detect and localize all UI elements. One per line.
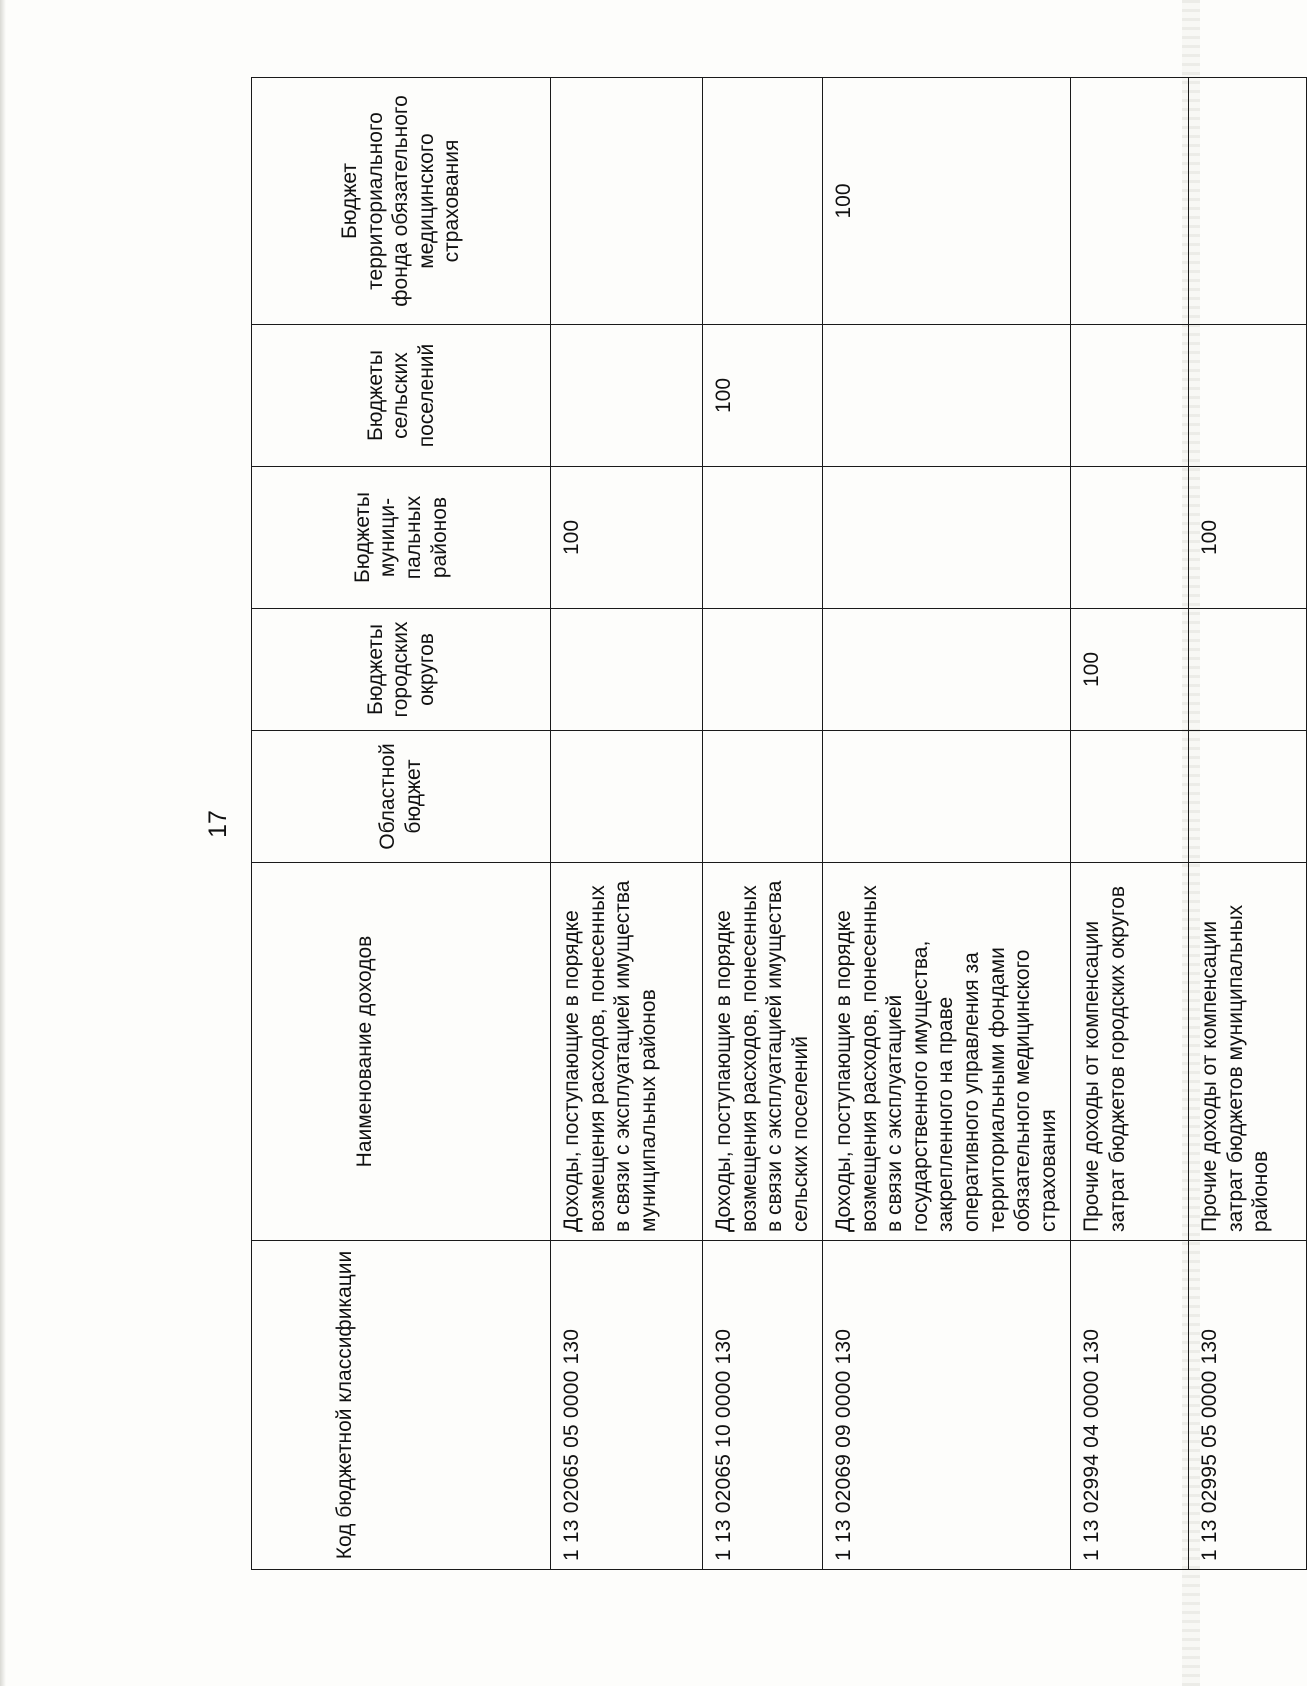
cell-code: 1 13 02995 05 0000 130 — [1189, 1241, 1307, 1570]
table-row — [1189, 78, 1307, 1570]
header-name: Наименование доходов — [252, 863, 551, 1241]
table-header-row — [252, 78, 551, 1570]
table-row — [823, 78, 1071, 1570]
cell-city-districts — [703, 609, 823, 731]
table-row — [703, 78, 823, 1570]
header-medical-insurance-fund: Бюджет территориального фонда обязательного медицинского страхования — [252, 78, 551, 325]
cell-city-districts — [823, 609, 1071, 731]
cell-medical-insurance — [551, 78, 703, 325]
cell-medical-insurance — [1189, 78, 1307, 325]
cell-name: Доходы, поступающие в порядке возмещения расходов, понесенных в связи с эксплуатацией государственного имущества, закрепленного на праве оперативного управления за территориальными фондами обязательного медицинского страхования — [823, 863, 1071, 1241]
cell-name: Доходы, поступающие в порядке возмещения расходов, понесенных в связи с эксплуатацией имущества муниципальных районов — [551, 863, 703, 1241]
cell-municipal-districts: 100 — [551, 467, 703, 609]
cell-regional — [1071, 731, 1189, 863]
header-rural-settlements-budget: Бюджеты сельских поселений — [252, 325, 551, 467]
cell-rural-settlements — [1189, 325, 1307, 467]
cell-name: Доходы, поступающие в порядке возмещения расходов, понесенных в связи с эксплуатацией имущества сельских поселений — [703, 863, 823, 1241]
table-row — [1071, 78, 1189, 1570]
cell-medical-insurance — [1071, 78, 1189, 325]
cell-regional — [823, 731, 1071, 863]
header-city-districts-budget: Бюджеты городских округов — [252, 609, 551, 731]
cell-city-districts — [551, 609, 703, 731]
cell-city-districts: 100 — [1071, 609, 1189, 731]
cell-code: 1 13 02069 09 0000 130 — [823, 1241, 1071, 1570]
cell-code: 1 13 02994 04 0000 130 — [1071, 1241, 1189, 1570]
cell-regional — [1189, 731, 1307, 863]
cell-name: Прочие доходы от компенсации затрат бюджетов городских округов — [1071, 863, 1189, 1241]
cell-code: 1 13 02065 10 0000 130 — [703, 1241, 823, 1570]
cell-city-districts — [1189, 609, 1307, 731]
cell-medical-insurance: 100 — [823, 78, 1071, 325]
header-code: Код бюджетной классификации — [252, 1241, 551, 1570]
cell-name: Прочие доходы от компенсации затрат бюджетов муниципальных районов — [1189, 863, 1307, 1241]
cell-rural-settlements — [823, 325, 1071, 467]
cell-code: 1 13 02065 05 0000 130 — [551, 1241, 703, 1570]
cell-medical-insurance — [703, 78, 823, 325]
cell-regional — [551, 731, 703, 863]
cell-municipal-districts — [1071, 467, 1189, 609]
cell-municipal-districts: 100 — [1189, 467, 1307, 609]
header-regional-budget: Областной бюджет — [252, 731, 551, 863]
cell-rural-settlements — [551, 325, 703, 467]
cell-regional — [703, 731, 823, 863]
cell-rural-settlements: 100 — [703, 325, 823, 467]
page-number: 17 — [204, 810, 232, 838]
cell-municipal-districts — [703, 467, 823, 609]
cell-municipal-districts — [823, 467, 1071, 609]
header-municipal-districts-budget: Бюджеты муници-пальных районов — [252, 467, 551, 609]
table-row — [551, 78, 703, 1570]
rotated-sheet — [14, 70, 1273, 1582]
cell-rural-settlements — [1071, 325, 1189, 467]
budget-revenue-table — [251, 77, 1307, 1570]
scan-edge-left — [0, 0, 6, 1686]
